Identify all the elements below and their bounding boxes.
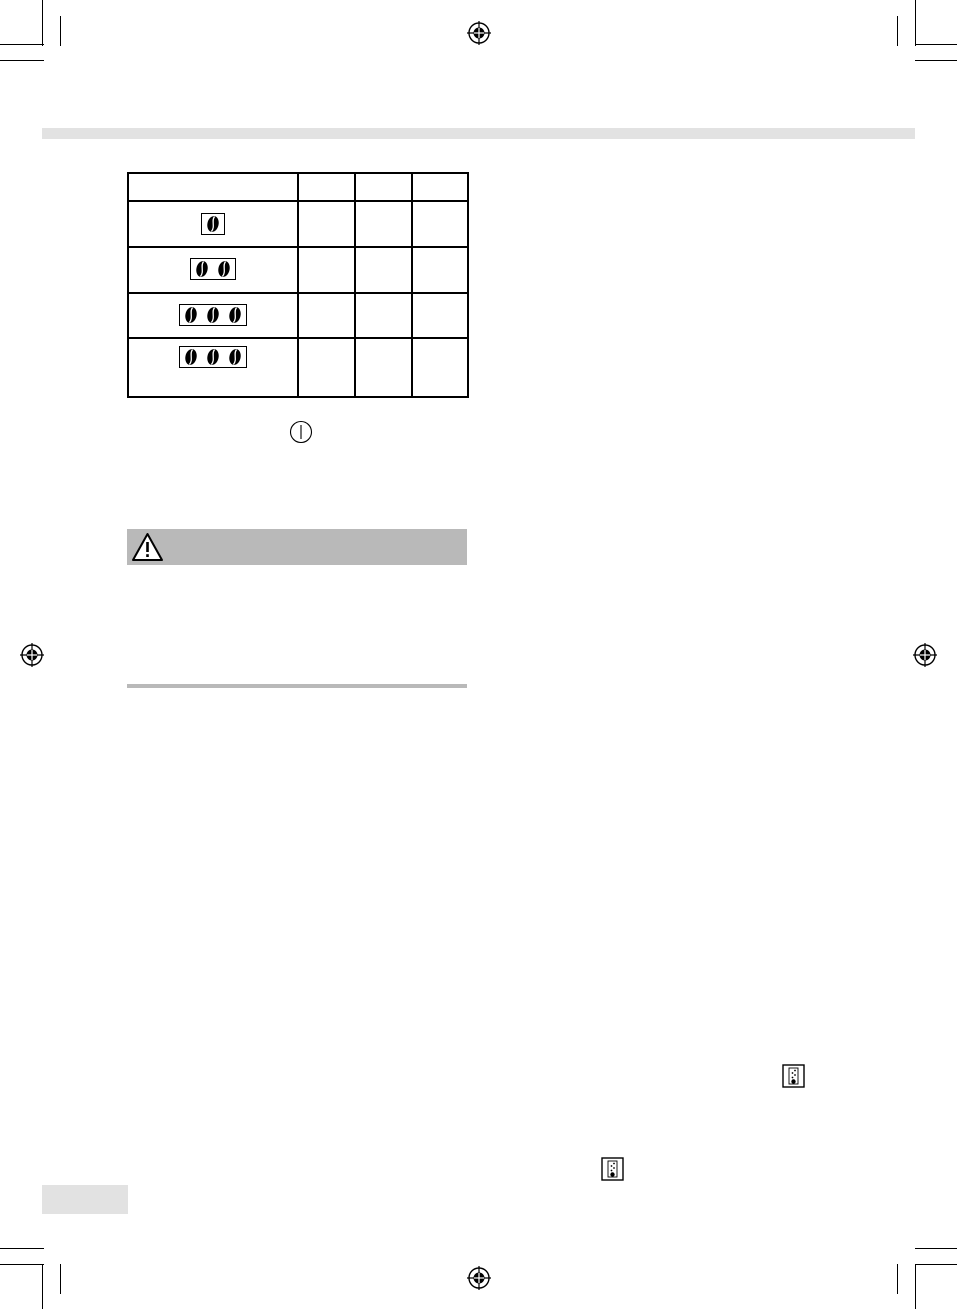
crop-mark-top-left-h	[0, 44, 44, 45]
warning-header-bar	[127, 529, 467, 565]
crop-mark-bottom-right-h2	[915, 1264, 957, 1265]
strength-symbol	[201, 213, 225, 235]
descaling-indicator-icon	[601, 1157, 624, 1181]
strength-symbol	[190, 258, 236, 280]
strength-cell	[128, 247, 298, 293]
crop-mark-bottom-left-v	[42, 1264, 43, 1309]
strength-symbol	[179, 304, 247, 326]
coffee-bean-icon	[228, 306, 242, 324]
table-cell	[355, 247, 412, 293]
table-header-cell	[298, 173, 355, 201]
table-row	[128, 201, 468, 247]
table-cell	[412, 338, 468, 397]
coffee-strength-table	[127, 172, 469, 398]
crop-mark-top-right-v	[915, 0, 916, 46]
table-header-row	[128, 173, 468, 201]
coffee-bean-icon	[184, 348, 198, 366]
table-row	[128, 338, 468, 397]
crop-mark-top-left-v2	[60, 16, 61, 46]
descaling-indicator-icon	[782, 1064, 805, 1088]
coffee-bean-icon	[206, 306, 220, 324]
table-cell	[298, 293, 355, 339]
table-cell	[355, 338, 412, 397]
crop-mark-bottom-right-v2	[897, 1264, 898, 1294]
registration-mark-icon	[467, 21, 491, 45]
crop-mark-bottom-left-v2	[60, 1264, 61, 1294]
table-header-cell	[412, 173, 468, 201]
warning-triangle-icon	[131, 532, 164, 562]
crop-mark-top-left-h2	[0, 60, 44, 61]
crop-mark-top-right-h	[915, 44, 957, 45]
table-row	[128, 247, 468, 293]
page-header-band	[42, 128, 915, 139]
coffee-bean-icon	[195, 260, 209, 278]
table-row	[128, 293, 468, 339]
crop-mark-bottom-left-h	[0, 1248, 44, 1249]
crop-mark-top-left-v	[42, 0, 43, 46]
strength-cell	[128, 201, 298, 247]
table-cell	[412, 201, 468, 247]
table-header-cell	[128, 173, 298, 201]
table-header-cell	[355, 173, 412, 201]
table-cell	[298, 338, 355, 397]
table-cell	[355, 293, 412, 339]
registration-mark-icon	[467, 1266, 491, 1290]
coffee-bean-icon	[184, 306, 198, 324]
coffee-bean-icon	[206, 215, 220, 233]
crop-mark-bottom-right-h	[915, 1248, 957, 1249]
page-number-tab	[42, 1185, 128, 1214]
crop-mark-bottom-right-v	[915, 1264, 916, 1309]
table-cell	[412, 247, 468, 293]
table-cell	[298, 247, 355, 293]
strength-cell	[128, 338, 298, 397]
warning-section-rule	[127, 684, 467, 688]
registration-mark-icon	[913, 643, 937, 667]
power-icon	[289, 420, 313, 444]
table-cell	[355, 201, 412, 247]
coffee-bean-icon	[228, 348, 242, 366]
table-cell	[298, 201, 355, 247]
crop-mark-top-right-v2	[897, 16, 898, 46]
coffee-bean-icon	[217, 260, 231, 278]
registration-mark-icon	[20, 643, 44, 667]
crop-mark-top-right-h2	[915, 60, 957, 61]
coffee-bean-icon	[206, 348, 220, 366]
strength-symbol	[179, 346, 247, 368]
strength-cell	[128, 293, 298, 339]
crop-mark-bottom-left-h2	[0, 1264, 44, 1265]
table-cell	[412, 293, 468, 339]
